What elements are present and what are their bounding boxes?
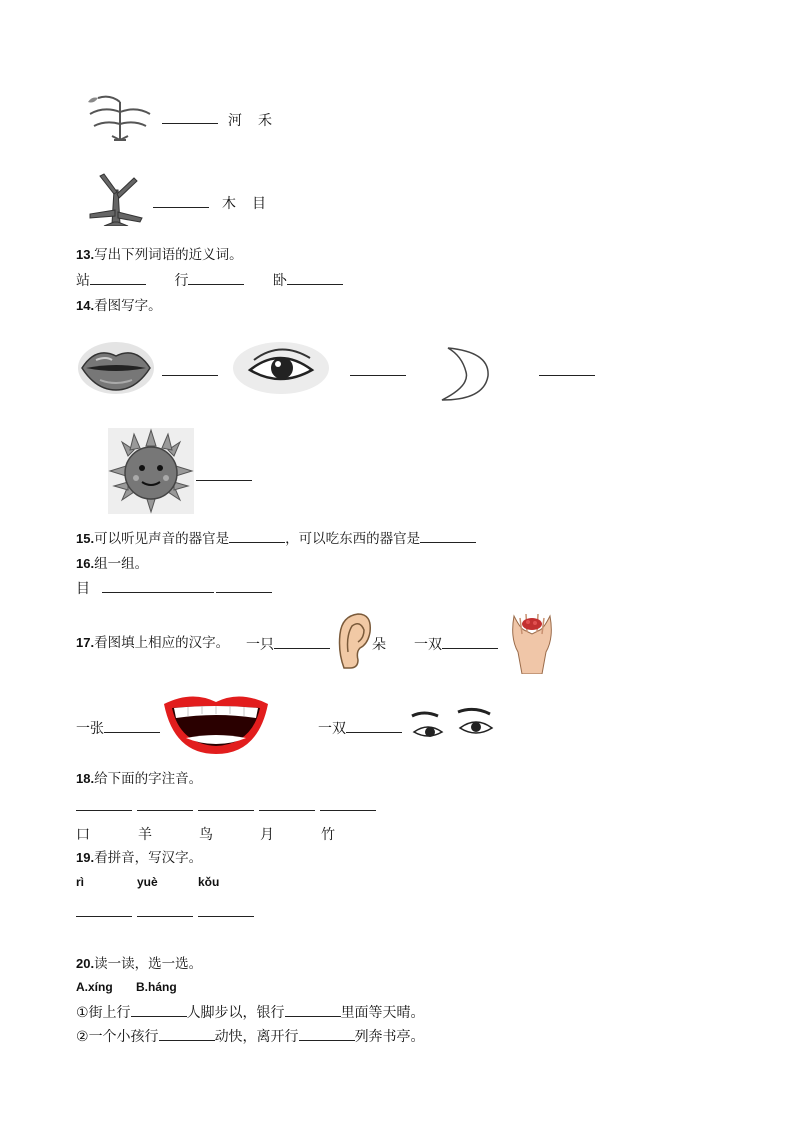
- question-18-title: 18.给下面的字注音。: [76, 771, 203, 787]
- moon-icon: [434, 346, 494, 402]
- answer-blank[interactable]: [76, 810, 132, 811]
- question-13-title: 13.写出下列词语的近义词。: [76, 247, 243, 263]
- question-16-title: 16.组一组。: [76, 556, 149, 572]
- answer-blank[interactable]: [320, 810, 376, 811]
- hands-phrase: 一双: [414, 634, 498, 654]
- answer-blank[interactable]: [162, 375, 218, 376]
- answer-blank[interactable]: [76, 916, 132, 917]
- char-niao: 鸟: [199, 827, 213, 843]
- grain-plant-icon: [84, 92, 156, 142]
- answer-blank[interactable]: [539, 375, 595, 376]
- eyes-icon: [408, 706, 496, 746]
- option-he: 河: [228, 113, 242, 129]
- eye-icon: [232, 340, 330, 394]
- pinyin-yue: yuè: [137, 875, 158, 889]
- answer-blank[interactable]: [188, 272, 244, 285]
- ear-icon: [334, 612, 374, 670]
- answer-blank[interactable]: [162, 123, 218, 124]
- option-he2: 禾: [258, 113, 272, 129]
- option-mu: 木: [222, 196, 236, 212]
- answer-blank[interactable]: [285, 1004, 341, 1017]
- answer-blank[interactable]: [137, 916, 193, 917]
- question-13-words: 站 行 卧: [76, 272, 343, 290]
- char-kou: 口: [76, 827, 90, 843]
- question-16-answer: 目: [76, 580, 272, 598]
- answer-blank[interactable]: [274, 636, 330, 649]
- sentence-1: ①街上行 人脚步以，银行 里面等天晴。: [76, 1005, 425, 1021]
- question-15: 15.可以听见声音的器官是 ，可以吃东西的器官是: [76, 530, 476, 548]
- sentence-2: ②一个小孩行 动快，离开行 列奔书亭。: [76, 1029, 425, 1045]
- question-20-title: 20.读一读，选一选。: [76, 956, 203, 972]
- answer-blank[interactable]: [104, 720, 160, 733]
- tree-icon: [84, 172, 146, 226]
- answer-blank[interactable]: [442, 636, 498, 649]
- answer-blank[interactable]: [198, 810, 254, 811]
- answer-blank[interactable]: [287, 272, 343, 285]
- lips-icon: [76, 340, 156, 396]
- answer-blank[interactable]: [346, 720, 402, 733]
- eyes-phrase: 一双: [318, 718, 402, 738]
- answer-blank[interactable]: [102, 580, 214, 593]
- mouth-phrase: 一张: [76, 718, 160, 738]
- answer-blank[interactable]: [198, 916, 254, 917]
- answer-blank[interactable]: [153, 207, 209, 208]
- answer-blank[interactable]: [259, 810, 315, 811]
- hands-icon: [508, 608, 556, 674]
- option-b: B.háng: [136, 980, 177, 994]
- ear-phrase: 一只: [246, 634, 330, 654]
- answer-blank[interactable]: [196, 480, 252, 481]
- answer-blank[interactable]: [131, 1004, 187, 1017]
- ear-measure-word: 朵: [372, 637, 386, 653]
- sun-icon: [108, 428, 194, 514]
- pinyin-ri: rì: [76, 875, 85, 889]
- question-14-title: 14.看图写字。: [76, 298, 162, 314]
- answer-blank[interactable]: [216, 580, 272, 593]
- char-yue: 月: [260, 827, 274, 843]
- answer-blank[interactable]: [229, 530, 285, 543]
- answer-blank[interactable]: [159, 1028, 215, 1041]
- answer-blank[interactable]: [350, 375, 406, 376]
- option-a: A.xíng: [76, 980, 113, 994]
- answer-blank[interactable]: [137, 810, 193, 811]
- answer-blank[interactable]: [420, 530, 476, 543]
- question-17-title: 17.看图填上相应的汉字。: [76, 635, 230, 651]
- option-mu-eye: 目: [252, 196, 266, 212]
- answer-blank[interactable]: [299, 1028, 355, 1041]
- open-mouth-icon: [162, 694, 270, 756]
- answer-blank[interactable]: [90, 272, 146, 285]
- question-19-title: 19.看拼音，写汉字。: [76, 850, 203, 866]
- char-yang: 羊: [138, 827, 152, 843]
- pinyin-kou: kǒu: [198, 875, 220, 889]
- char-zhu: 竹: [321, 827, 335, 843]
